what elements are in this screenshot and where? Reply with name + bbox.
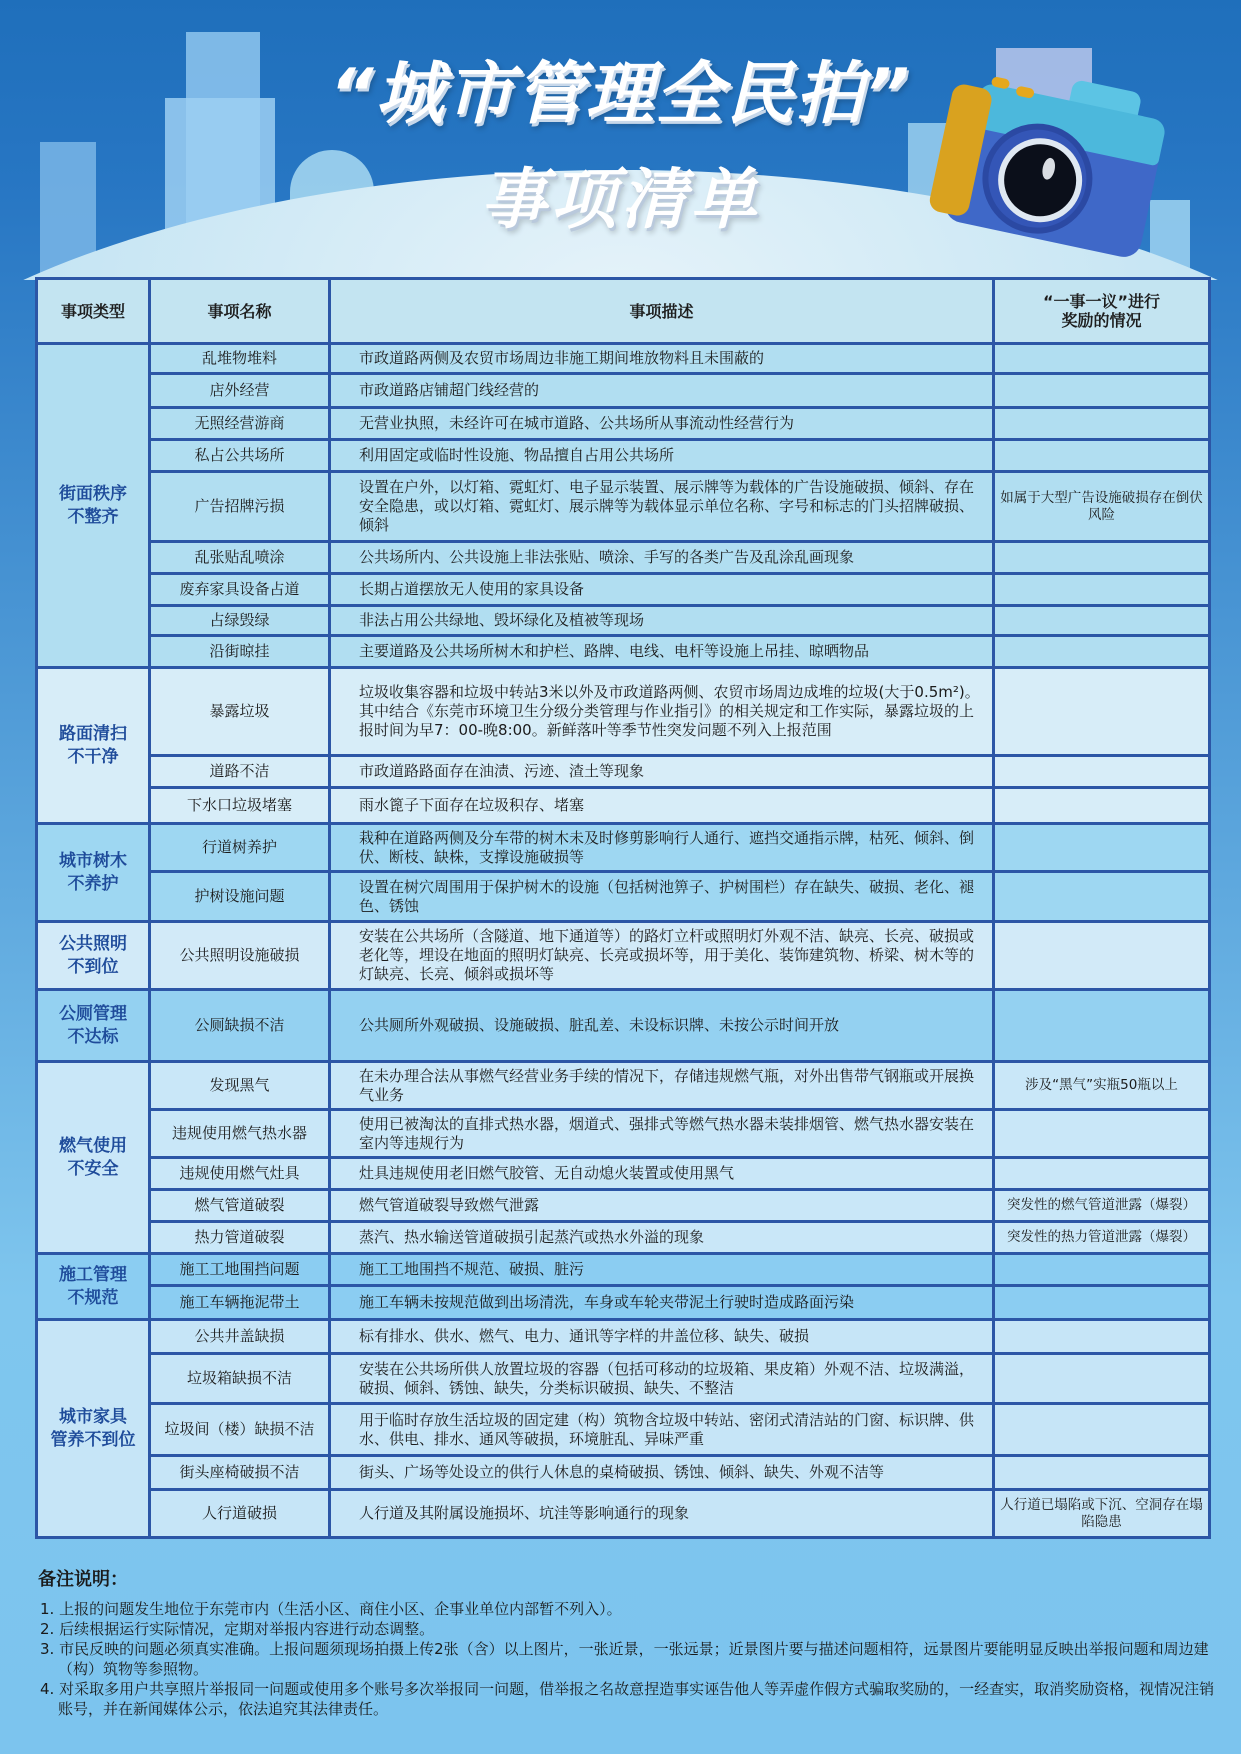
table-row xyxy=(37,1286,1210,1320)
item-description-cell: 施工车辆未按规范做到出场清洗，车身或车轮夹带泥土行驶时造成路面污染 xyxy=(330,1286,994,1320)
hero-banner xyxy=(0,0,1241,280)
table-row xyxy=(37,542,1210,574)
item-name-cell: 垃圾箱缺损不洁 xyxy=(150,1354,330,1404)
notes-section xyxy=(38,1565,1218,1719)
reward-cell xyxy=(994,574,1210,606)
table-row xyxy=(37,1456,1210,1490)
item-name-cell: 无照经营游商 xyxy=(150,408,330,440)
table-row xyxy=(37,606,1210,636)
item-name-cell: 街头座椅破损不洁 xyxy=(150,1456,330,1490)
reward-cell xyxy=(994,344,1210,374)
table-row xyxy=(37,990,1210,1062)
item-description-cell: 安装在公共场所供人放置垃圾的容器（包括可移动的垃圾箱、果皮箱）外观不洁、垃圾满溢，破损、倾斜、锈蚀、缺失，分类标识破损、缺失、不整洁 xyxy=(330,1354,994,1404)
item-description-cell: 蒸汽、热水输送管道破损引起蒸汽或热水外溢的现象 xyxy=(330,1222,994,1254)
table-header-row xyxy=(37,279,1210,344)
table-row xyxy=(37,408,1210,440)
item-description-cell: 人行道及其附属设施损坏、坑洼等影响通行的现象 xyxy=(330,1490,994,1538)
table-row xyxy=(37,440,1210,472)
category-cell: 施工管理 不规范 xyxy=(37,1254,150,1320)
item-name-cell: 沿街晾挂 xyxy=(150,636,330,668)
item-description-cell: 市政道路路面存在油渍、污迹、渣土等现象 xyxy=(330,756,994,788)
item-description-cell: 燃气管道破裂导致燃气泄露 xyxy=(330,1190,994,1222)
item-name-cell: 乱张贴乱喷涂 xyxy=(150,542,330,574)
reward-cell xyxy=(994,788,1210,824)
reward-cell xyxy=(994,756,1210,788)
table-row xyxy=(37,472,1210,542)
table-row xyxy=(37,344,1210,374)
item-name-cell: 广告招牌污损 xyxy=(150,472,330,542)
item-description-cell: 无营业执照，未经许可在城市道路、公共场所从事流动性经营行为 xyxy=(330,408,994,440)
reward-cell xyxy=(994,668,1210,756)
item-description-cell: 主要道路及公共场所树木和护栏、路牌、电线、电杆等设施上吊挂、晾晒物品 xyxy=(330,636,994,668)
reward-cell xyxy=(994,1110,1210,1158)
reward-cell xyxy=(994,374,1210,408)
table-row xyxy=(37,824,1210,872)
item-name-cell: 道路不洁 xyxy=(150,756,330,788)
reward-cell xyxy=(994,1254,1210,1286)
items-table xyxy=(35,277,1208,1539)
item-name-cell: 发现黑气 xyxy=(150,1062,330,1110)
column-header-description: 事项描述 xyxy=(330,279,994,344)
item-description-cell: 设置在户外，以灯箱、霓虹灯、电子显示装置、展示牌等为载体的广告设施破损、倾斜、存在安全隐患，或以灯箱、霓虹灯、展示牌等为载体显示单位名称、字号和标志的门头招牌破损、倾斜 xyxy=(330,472,994,542)
item-name-cell: 人行道破损 xyxy=(150,1490,330,1538)
reward-cell xyxy=(994,1456,1210,1490)
table-row xyxy=(37,872,1210,922)
note-item: 1. 上报的问题发生地位于东莞市内（生活小区、商住小区、企事业单位内部暂不列入）。 xyxy=(40,1600,622,1618)
item-description-cell: 使用已被淘汰的直排式热水器，烟道式、强排式等燃气热水器未装排烟管、燃气热水器安装在室内等违规行为 xyxy=(330,1110,994,1158)
reward-cell xyxy=(994,922,1210,990)
item-description-cell: 栽种在道路两侧及分车带的树木未及时修剪影响行人通行、遮挡交通指示牌，枯死、倾斜、倒伏、断枝、缺株，支撑设施破损等 xyxy=(330,824,994,872)
item-description-cell: 利用固定或临时性设施、物品擅自占用公共场所 xyxy=(330,440,994,472)
reward-cell: 突发性的热力管道泄露（爆裂） xyxy=(994,1222,1210,1254)
item-description-cell: 标有排水、供水、燃气、电力、通讯等字样的井盖位移、缺失、破损 xyxy=(330,1320,994,1354)
reward-cell xyxy=(994,542,1210,574)
item-description-cell: 设置在树穴周围用于保护树木的设施（包括树池箅子、护树围栏）存在缺失、破损、老化、褪色、锈蚀 xyxy=(330,872,994,922)
reward-cell xyxy=(994,1320,1210,1354)
reward-cell xyxy=(994,636,1210,668)
table-row xyxy=(37,374,1210,408)
reward-cell: 涉及“黑气”实瓶50瓶以上 xyxy=(994,1062,1210,1110)
table-row xyxy=(37,1222,1210,1254)
category-cell: 燃气使用 不安全 xyxy=(37,1062,150,1254)
table-row xyxy=(37,1062,1210,1110)
table-row xyxy=(37,1320,1210,1354)
table-row xyxy=(37,1254,1210,1286)
page-subtitle: 事项清单 xyxy=(480,161,761,238)
item-description-cell: 非法占用公共绿地、毁坏绿化及植被等现场 xyxy=(330,606,994,636)
table-row xyxy=(37,1354,1210,1404)
item-name-cell: 施工车辆拖泥带土 xyxy=(150,1286,330,1320)
item-description-cell: 长期占道摆放无人使用的家具设备 xyxy=(330,574,994,606)
table-row xyxy=(37,636,1210,668)
notes-list xyxy=(38,1599,1218,1719)
table-row xyxy=(37,788,1210,824)
item-name-cell: 违规使用燃气灶具 xyxy=(150,1158,330,1190)
note-item: 4. 对采取多用户共享照片举报同一问题或使用多个账号多次举报同一问题，借举报之名故意捏造事实诬告他人等弄虚作假方式骗取奖励的，一经查实，取消奖励资格，视情况注销账号，并在新闻媒体公示，依法追究其法律责任。 xyxy=(40,1680,1215,1718)
item-description-cell: 灶具违规使用老旧燃气胶管、无自动熄火装置或使用黑气 xyxy=(330,1158,994,1190)
item-name-cell: 护树设施问题 xyxy=(150,872,330,922)
note-item: 3. 市民反映的问题必须真实准确。上报问题须现场拍摄上传2张（含）以上图片，一张近景，一张远景；近景图片要与描述问题相符，远景图片要能明显反映出举报问题和周边建（构）筑物等参照物。 xyxy=(40,1640,1209,1678)
reward-cell xyxy=(994,824,1210,872)
category-cell: 路面清扫 不干净 xyxy=(37,668,150,824)
table-row xyxy=(37,1190,1210,1222)
note-item: 2. 后续根据运行实际情况，定期对举报内容进行动态调整。 xyxy=(40,1620,435,1638)
reward-cell xyxy=(994,872,1210,922)
column-header-category: 事项类型 xyxy=(37,279,150,344)
category-cell: 城市树木 不养护 xyxy=(37,824,150,922)
reward-cell xyxy=(994,1354,1210,1404)
item-name-cell: 乱堆物堆料 xyxy=(150,344,330,374)
reward-cell: 突发性的燃气管道泄露（爆裂） xyxy=(994,1190,1210,1222)
item-name-cell: 废弃家具设备占道 xyxy=(150,574,330,606)
reward-cell xyxy=(994,1286,1210,1320)
item-name-cell: 公共照明设施破损 xyxy=(150,922,330,990)
reward-cell: 如属于大型广告设施破损存在倒伏风险 xyxy=(994,472,1210,542)
item-description-cell: 垃圾收集容器和垃圾中转站3米以外及市政道路两侧、农贸市场周边成堆的垃圾(大于0.5m²)。其中结合《东莞市环境卫生分级分类管理与作业指引》的相关规定和工作实际，暴露垃圾的上报时间为早7：00-晚8:00。新鲜落叶等季节性突发问题不列入上报范围 xyxy=(330,668,994,756)
reward-cell xyxy=(994,990,1210,1062)
notes-title: 备注说明： xyxy=(38,1569,128,1590)
item-name-cell: 公厕缺损不洁 xyxy=(150,990,330,1062)
item-name-cell: 热力管道破裂 xyxy=(150,1222,330,1254)
item-name-cell: 暴露垃圾 xyxy=(150,668,330,756)
reward-cell xyxy=(994,408,1210,440)
reward-cell xyxy=(994,1158,1210,1190)
item-name-cell: 垃圾间（楼）缺损不洁 xyxy=(150,1404,330,1456)
item-name-cell: 违规使用燃气热水器 xyxy=(150,1110,330,1158)
item-name-cell: 施工工地围挡问题 xyxy=(150,1254,330,1286)
item-name-cell: 店外经营 xyxy=(150,374,330,408)
item-description-cell: 在未办理合法从事燃气经营业务手续的情况下，存储违规燃气瓶，对外出售带气钢瓶或开展换气业务 xyxy=(330,1062,994,1110)
category-cell: 城市家具 管养不到位 xyxy=(37,1320,150,1538)
item-name-cell: 占绿毁绿 xyxy=(150,606,330,636)
category-cell: 街面秩序 不整齐 xyxy=(37,344,150,668)
item-description-cell: 雨水篦子下面存在垃圾积存、堵塞 xyxy=(330,788,994,824)
item-name-cell: 燃气管道破裂 xyxy=(150,1190,330,1222)
item-description-cell: 街头、广场等处设立的供行人休息的桌椅破损、锈蚀、倾斜、缺失、外观不洁等 xyxy=(330,1456,994,1490)
reward-cell xyxy=(994,1404,1210,1456)
reward-cell xyxy=(994,606,1210,636)
item-description-cell: 用于临时存放生活垃圾的固定建（构）筑物含垃圾中转站、密闭式清洁站的门窗、标识牌、供水、供电、排水、通风等破损，环境脏乱、异味严重 xyxy=(330,1404,994,1456)
table-row xyxy=(37,574,1210,606)
table-row xyxy=(37,922,1210,990)
reward-cell xyxy=(994,440,1210,472)
item-name-cell: 行道树养护 xyxy=(150,824,330,872)
item-description-cell: 施工工地围挡不规范、破损、脏污 xyxy=(330,1254,994,1286)
table-row xyxy=(37,1404,1210,1456)
table-row xyxy=(37,1110,1210,1158)
item-name-cell: 公共井盖缺损 xyxy=(150,1320,330,1354)
category-cell: 公共照明 不到位 xyxy=(37,922,150,990)
item-description-cell: 公共厕所外观破损、设施破损、脏乱差、未设标识牌、未按公示时间开放 xyxy=(330,990,994,1062)
item-description-cell: 安装在公共场所（含隧道、地下通道等）的路灯立杆或照明灯外观不洁、缺亮、长亮、破损或老化等，埋设在地面的照明灯缺亮、长亮或损坏等，用于美化、装饰建筑物、桥梁、树木等的灯缺亮、长亮、倾斜或损坏等 xyxy=(330,922,994,990)
page-title: “城市管理全民拍” xyxy=(329,55,912,134)
column-header-name: 事项名称 xyxy=(150,279,330,344)
table-row xyxy=(37,668,1210,756)
item-name-cell: 下水口垃圾堵塞 xyxy=(150,788,330,824)
table-row xyxy=(37,756,1210,788)
table-row xyxy=(37,1158,1210,1190)
item-description-cell: 公共场所内、公共设施上非法张贴、喷涂、手写的各类广告及乱涂乱画现象 xyxy=(330,542,994,574)
item-name-cell: 私占公共场所 xyxy=(150,440,330,472)
table-row xyxy=(37,1490,1210,1538)
reward-cell: 人行道已塌陷或下沉、空洞存在塌陷隐患 xyxy=(994,1490,1210,1538)
category-cell: 公厕管理 不达标 xyxy=(37,990,150,1062)
item-description-cell: 市政道路两侧及农贸市场周边非施工期间堆放物料且未围蔽的 xyxy=(330,344,994,374)
column-header-reward: “一事一议”进行 奖励的情况 xyxy=(994,279,1210,344)
item-description-cell: 市政道路店铺超门线经营的 xyxy=(330,374,994,408)
